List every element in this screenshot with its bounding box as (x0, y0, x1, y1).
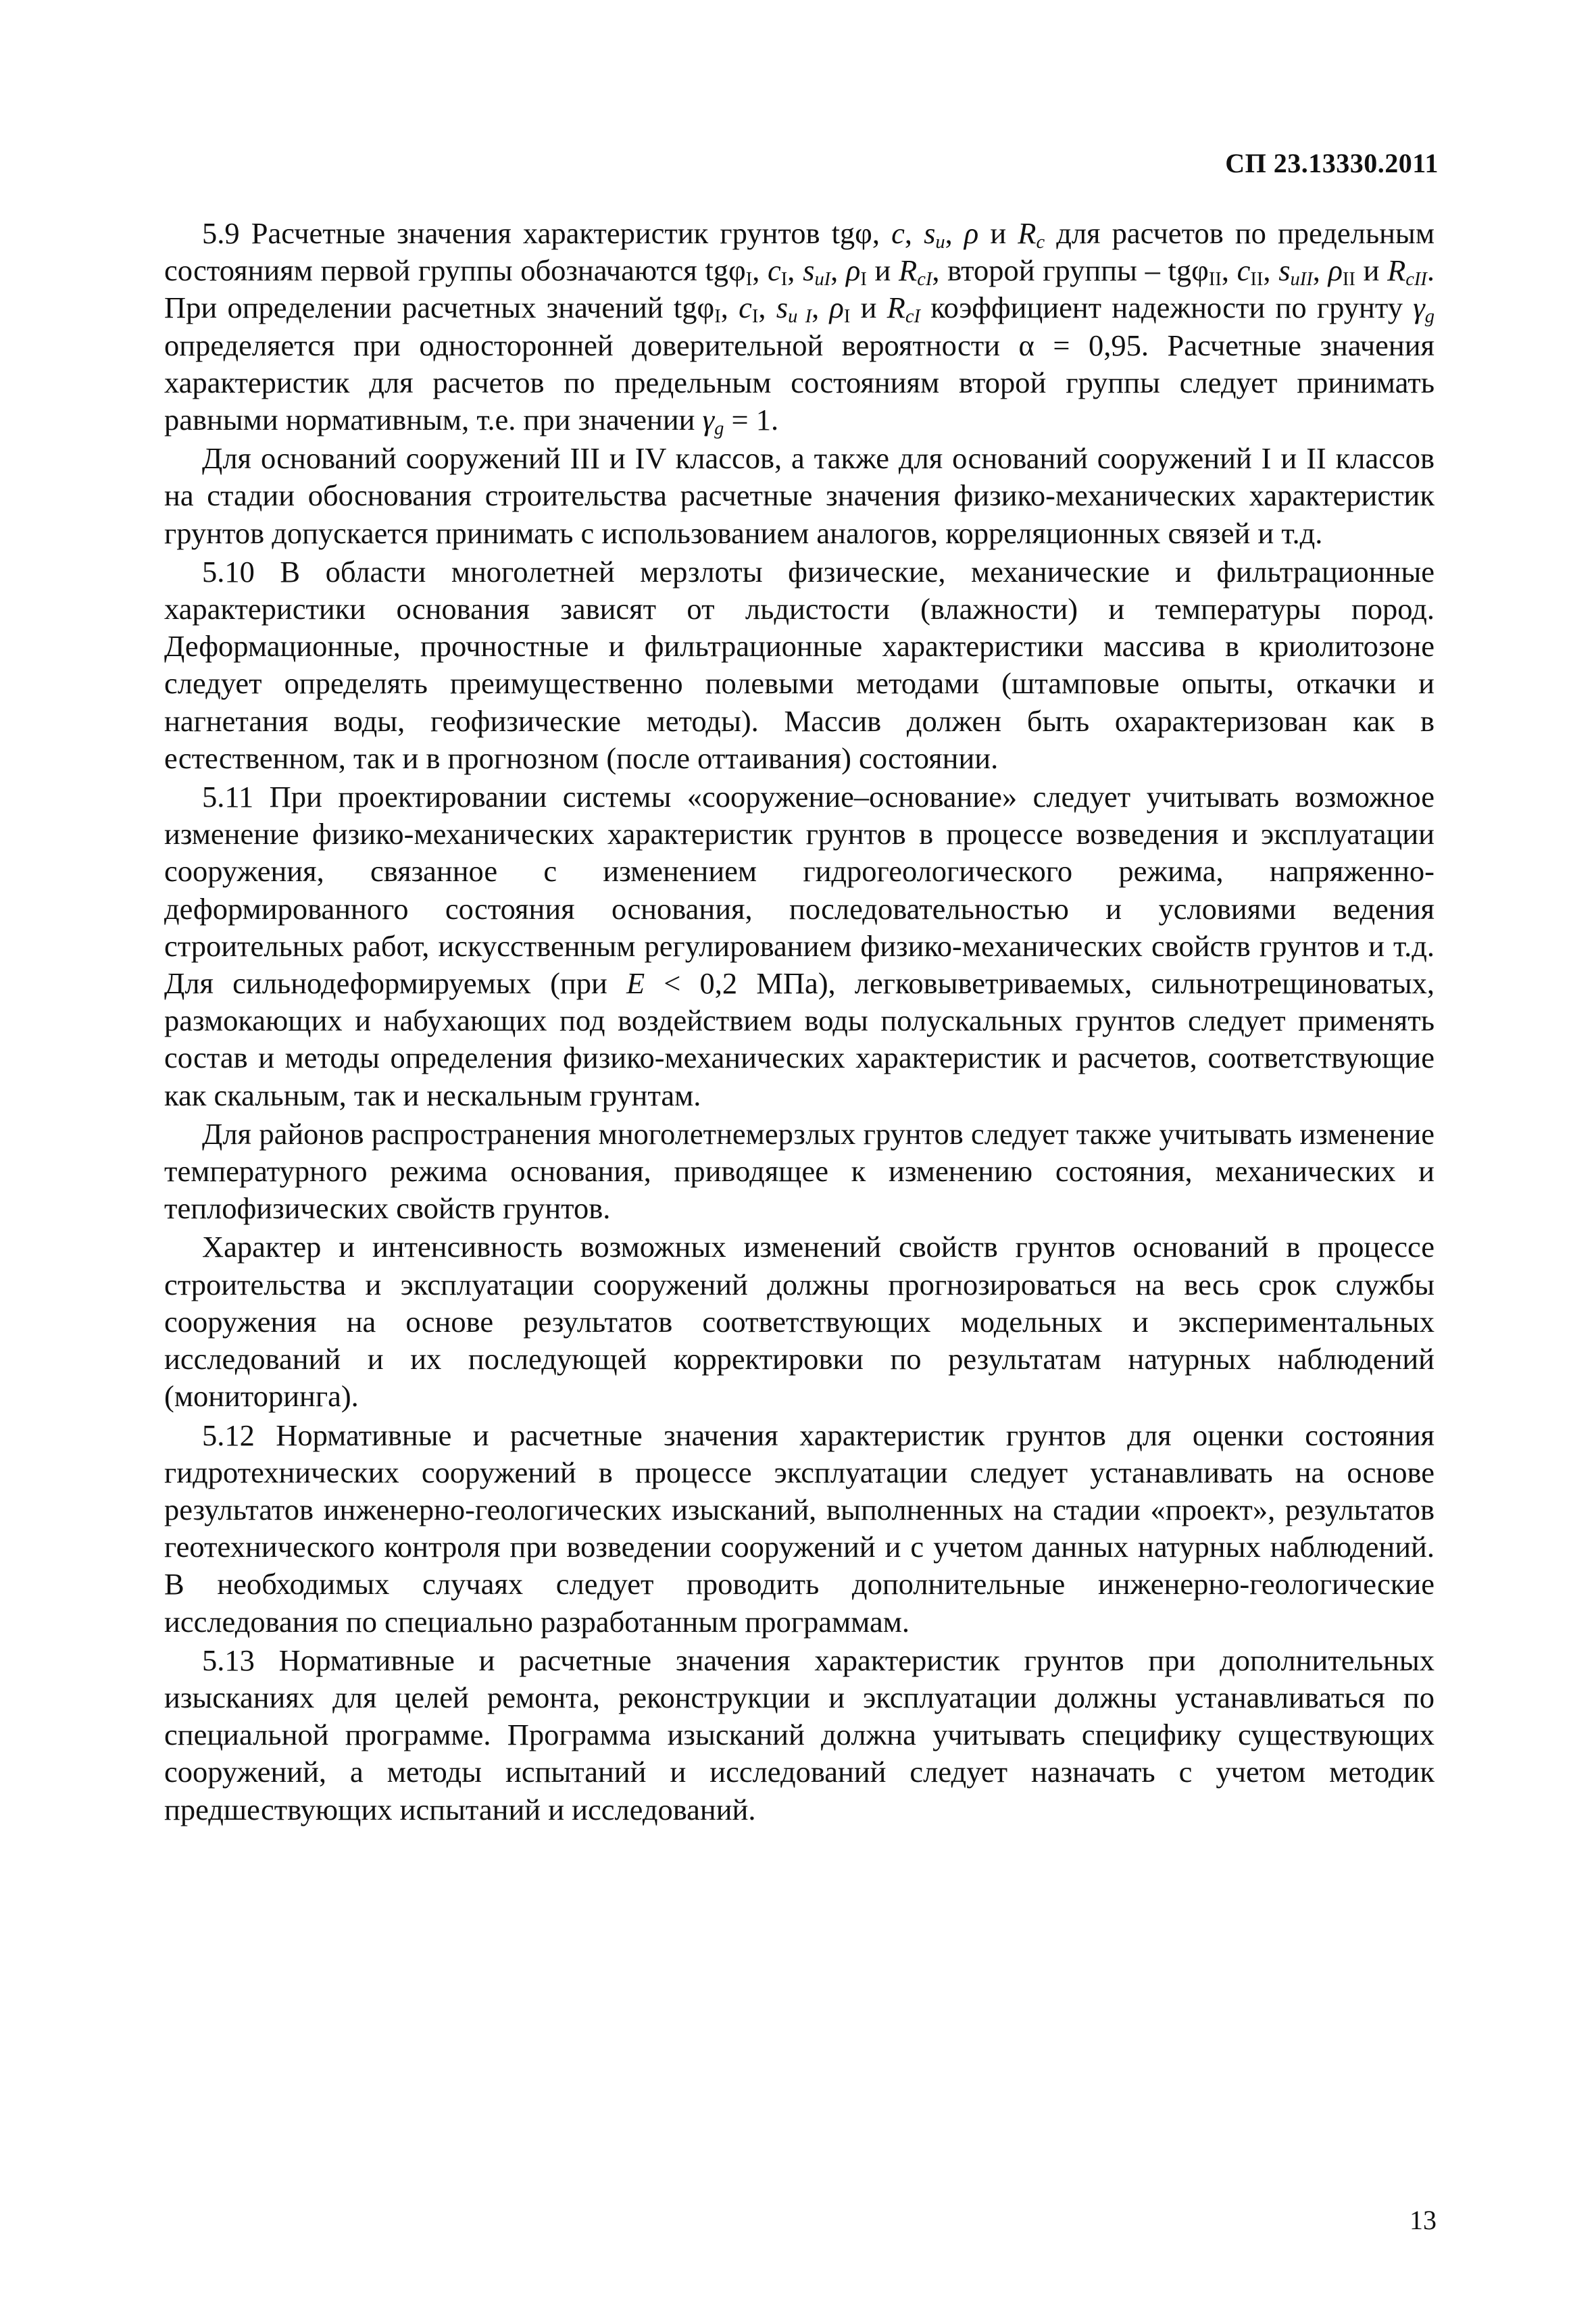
paragraph (164, 1642, 1435, 1828)
text-run: , (830, 253, 846, 288)
text-run: , второй группы – tgφ (932, 253, 1209, 288)
subscript: g (714, 418, 724, 440)
text-run: , (812, 291, 830, 325)
subscript: u (935, 232, 945, 253)
math-symbol: R (1018, 216, 1037, 250)
subscript: I (745, 269, 753, 291)
math-symbol: c (1237, 253, 1251, 288)
paragraph (164, 1228, 1435, 1415)
math-symbol: s (803, 253, 815, 288)
text-run: для расчетов по предельным состояниям первой группы обозначаются tgφ (164, 216, 1435, 288)
math-symbol: E (626, 966, 645, 1001)
math-symbol: s (924, 216, 936, 250)
text-run: . При определении расчетных значений tgφ (164, 253, 1435, 325)
math-symbol: c (891, 216, 905, 250)
text-run: и (866, 253, 899, 288)
math-symbol: γ (702, 403, 715, 437)
text-run: и (1355, 253, 1388, 288)
paragraph (164, 215, 1435, 439)
math-symbol: c (739, 291, 752, 325)
subscript: g (1424, 306, 1435, 328)
paragraph (164, 1417, 1435, 1641)
math-symbol: ρ (964, 216, 979, 250)
text-run: , (945, 216, 964, 250)
text-run: Характер и интенсивность возможных изменений свойств грунтов оснований в процессе строительства и эксплуатации сооружений должны прогнозироваться на весь срок службы сооружения на основе результатов соответствующих модельных и экспериментальных исследований и их последующей корректировки по результатам натурных наблюдений (мониторинга). (164, 1230, 1435, 1414)
paragraph (164, 553, 1435, 777)
text-run: коэффициент надежности по грунту (920, 291, 1414, 325)
subscript: c (1036, 232, 1045, 253)
text-run: , (758, 291, 776, 325)
subscript: cII (1405, 269, 1427, 291)
subscript: II (1342, 269, 1355, 291)
subscript: uII (1290, 269, 1313, 291)
text-run: , (1221, 253, 1237, 288)
subscript: I (714, 306, 721, 328)
subscript: I (751, 306, 759, 328)
text-run: и (978, 216, 1018, 250)
subscript: I (843, 306, 851, 328)
text-run: = 1. (724, 403, 779, 437)
text-run: 5.13 Нормативные и расчетные значения характеристик грунтов при дополнительных изысканиях для целей ремонта, реконструкции и эксплуатации должны устанавливаться по специальной программе. Программа изысканий должна учитывать специфику существующих сооружений, а методы испытаний и исследований следует назначать с учетом методик предшествующих испытаний и исследований. (164, 1643, 1435, 1826)
text-run: определяется при односторонней доверительной вероятности α = 0,95. Расчетные значения характеристик для расчетов по предельным состояниям второй группы следует принимать равными нормативным, т.е. при значении (164, 328, 1435, 437)
document-body (164, 215, 1435, 1830)
subscript: II (1208, 269, 1222, 291)
math-symbol: ρ (829, 291, 844, 325)
paragraph (164, 1116, 1435, 1228)
subscript: cI (905, 306, 920, 328)
page-number: 13 (1410, 2205, 1437, 2235)
math-symbol: c (768, 253, 781, 288)
math-symbol: R (1387, 253, 1406, 288)
text-run: Для районов распространения многолетнемерзлых грунтов следует также учитывать изменение температурного режима основания, приводящее к изменению состояния, механических и теплофизических свойств грунтов. (164, 1116, 1435, 1226)
text-run: , (1263, 253, 1279, 288)
math-symbol: ρ (845, 253, 861, 288)
text-run: 5.12 Нормативные и расчетные значения характеристик грунтов для оценки состояния гидротехнических сооружений в процессе эксплуатации следует устанавливать на основе результатов инженерно-геологических изысканий, выполненных на стадии «проект», результатов геотехнического контроля при возведении сооружений и с учетом данных натурных наблюдений. В необходимых случаях следует проводить дополнительные инженерно-геологические исследования по специально разработанным программам. (164, 1418, 1435, 1639)
subscript: u I (788, 306, 812, 328)
math-symbol: R (887, 291, 905, 325)
paragraph (164, 778, 1435, 1114)
subscript: I (860, 269, 867, 291)
text-run: и (850, 291, 887, 325)
text-run: 5.10 В области многолетней мерзлоты физические, механические и фильтрационные характеристики основания зависят от льдистости (влажности) и температуры пород. Деформационные, прочностные и фильтрационные характеристики массива в криолитозоне следует определять преимущественно полевыми методами (штамповые опыты, откачки и нагнетания воды, геофизические методы). Массив должен быть охарактеризован как в естественном, так и в прогнозном (после оттаивания) состоянии. (164, 554, 1435, 775)
subscript: cI (917, 269, 932, 291)
math-symbol: R (899, 253, 918, 288)
subscript: I (780, 269, 788, 291)
subscript: II (1250, 269, 1264, 291)
text-run: , (1312, 253, 1328, 288)
math-symbol: s (1278, 253, 1291, 288)
document-code-header: СП 23.13330.2011 (1225, 148, 1439, 178)
text-run: , (787, 253, 803, 288)
math-symbol: γ (1413, 291, 1425, 325)
text-run: Для оснований сооружений III и IV классов, а также для оснований сооружений I и II классов на стадии обоснования строительства расчетные значения физико-механических характеристик грунтов допускается принимать с использованием аналогов, корреляционных связей и т.д. (164, 441, 1435, 550)
math-symbol: ρ (1328, 253, 1343, 288)
subscript: uI (814, 269, 831, 291)
text-run: 5.9 Расчетные значения характеристик грунтов tgφ, (202, 216, 892, 250)
text-run: , (752, 253, 768, 288)
math-symbol: s (776, 291, 789, 325)
text-run: , (720, 291, 739, 325)
paragraph (164, 440, 1435, 552)
text-run: , (904, 216, 924, 250)
text-run: 5.11 При проектировании системы «сооружение–основание» следует учитывать возможное изменение физико-механических характеристик грунтов в процессе возведения и эксплуатации сооружения, связанное с изменением гидрогеологического режима, напряженно-деформированного состояния основания, последовательностью и условиями ведения строительных работ, искусственным регулированием физико-механических свойств грунтов и т.д. Для сильнодеформируемых (при (164, 780, 1435, 1001)
text-run: < 0,2 МПа), легковыветриваемых, сильнотрещиноватых, размокающих и набухающих под воздействием воды полускальных грунтов следует применять состав и методы определения физико-механических характеристик и расчетов, соответствующие как скальным, так и нескальным грунтам. (164, 966, 1435, 1112)
